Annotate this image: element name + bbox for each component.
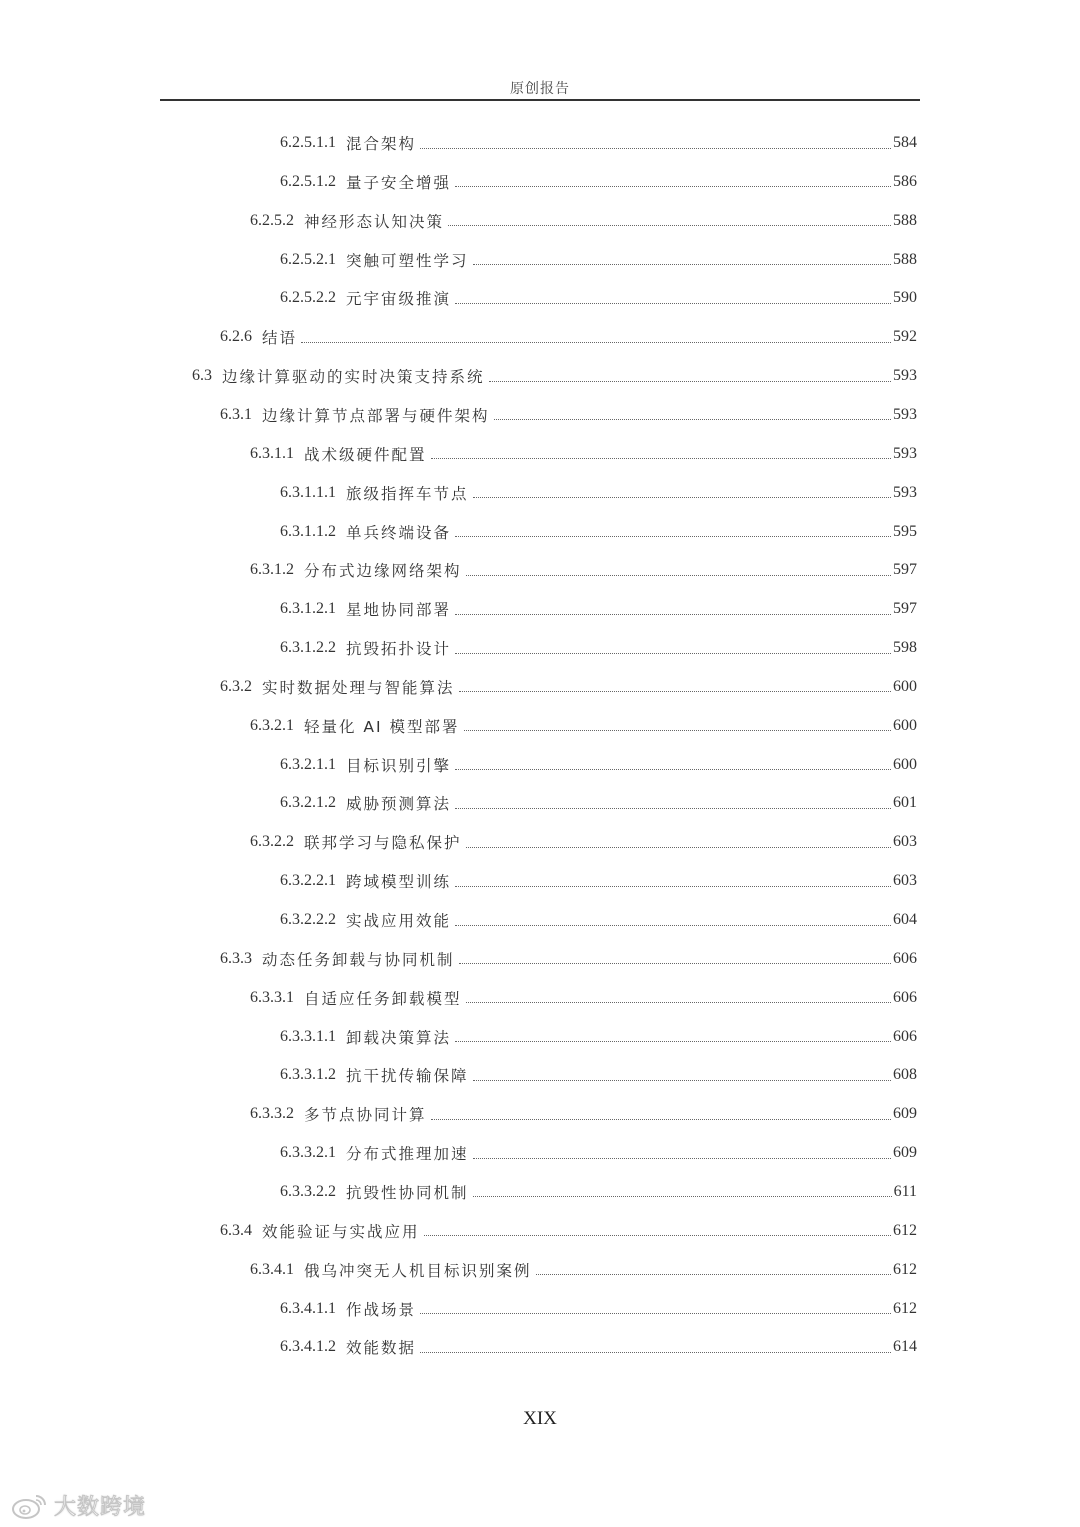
toc-entry[interactable]	[250, 202, 917, 240]
toc-entry-title: 自适应任务卸载模型	[304, 989, 462, 1008]
toc-leader-dots	[455, 653, 891, 654]
toc-entry[interactable]	[280, 629, 917, 667]
toc-entry-title: 卸载决策算法	[346, 1028, 452, 1047]
toc-entry-number: 6.2.5.2.1	[280, 250, 336, 268]
toc-entry-number: 6.3.1.2.1	[280, 600, 336, 618]
toc-entry-page: 600	[893, 677, 917, 695]
toc-entry[interactable]	[280, 513, 917, 551]
toc-entry-title: 神经形态认知决策	[304, 212, 445, 231]
toc-leader-dots	[494, 419, 891, 420]
toc-entry[interactable]	[250, 551, 917, 589]
toc-entry-title: 作战场景	[346, 1300, 417, 1319]
toc-entry-title: 战术级硬件配置	[304, 445, 427, 464]
toc-entry-page: 606	[893, 1027, 917, 1045]
toc-entry[interactable]	[280, 1134, 917, 1172]
toc-entry-page: 608	[893, 1066, 917, 1084]
toc-leader-dots	[473, 1158, 891, 1159]
toc-entry-number: 6.2.5.2	[250, 211, 294, 229]
toc-entry-page: 604	[893, 911, 917, 928]
toc-entry-title: 跨域模型训练	[346, 873, 452, 892]
toc-leader-dots	[473, 1196, 892, 1197]
toc-entry-page: 593	[893, 405, 917, 423]
toc-entry-page: 614	[893, 1338, 917, 1356]
toc-entry-page: 609	[893, 1144, 917, 1162]
toc-leader-dots	[489, 381, 891, 382]
toc-leader-dots	[473, 497, 891, 498]
toc-leader-dots	[536, 1274, 891, 1275]
toc-entry-number: 6.3.2.2.1	[280, 872, 336, 890]
toc-entry-page: 588	[893, 250, 917, 268]
toc-leader-dots	[420, 1352, 891, 1353]
toc-entry-title: 突触可塑性学习	[346, 251, 469, 270]
toc-entry-number: 6.3.3.1.2	[280, 1066, 336, 1084]
toc-entry-title: 结语	[262, 329, 298, 348]
toc-entry-title: 混合架构	[346, 135, 417, 153]
toc-leader-dots	[455, 925, 891, 926]
toc-entry-number: 6.3.1.2.2	[280, 639, 336, 657]
toc-entry-title: 边缘计算驱动的实时决策支持系统	[222, 368, 485, 387]
toc-leader-dots	[455, 186, 891, 187]
toc-entry[interactable]	[280, 746, 917, 784]
toc-leader-dots	[455, 769, 891, 770]
toc-entry-number: 6.3.1.2	[250, 561, 294, 579]
toc-entry[interactable]	[280, 784, 917, 822]
toc-leader-dots	[420, 1313, 891, 1314]
toc-entry-title: 抗毁性协同机制	[346, 1183, 469, 1202]
toc-entry[interactable]	[280, 279, 917, 317]
toc-entry[interactable]	[250, 1251, 917, 1289]
toc-leader-dots	[431, 1119, 891, 1120]
toc-entry[interactable]	[250, 823, 917, 861]
toc-entry-page: 612	[893, 1221, 917, 1239]
toc-entry-number: 6.3.3.1	[250, 988, 294, 1006]
toc-entry-number: 6.3.1	[220, 405, 252, 423]
toc-leader-dots	[455, 1041, 891, 1042]
toc-entry-page: 606	[893, 949, 917, 967]
toc-entry-number: 6.3.4.1.1	[280, 1299, 336, 1317]
toc-entry-page: 593	[893, 444, 917, 462]
toc-entry-title: 元宇宙级推演	[346, 290, 452, 309]
toc-entry-number: 6.3.3.2.2	[280, 1182, 336, 1200]
toc-entry-number: 6.3.1.1	[250, 444, 294, 462]
toc-entry[interactable]	[280, 1290, 917, 1328]
toc-entry-page: 603	[893, 833, 917, 851]
toc-entry-page: 590	[893, 289, 917, 307]
toc-entry-page: 597	[893, 600, 917, 618]
toc-entry-title: 抗毁拓扑设计	[346, 640, 452, 659]
toc-entry[interactable]	[280, 1056, 917, 1094]
header-rule	[160, 99, 920, 101]
toc-entry-number: 6.3.2.2	[250, 833, 294, 851]
toc-leader-dots	[301, 342, 891, 343]
toc-entry-title: 边缘计算节点部署与硬件架构	[262, 406, 490, 425]
toc-entry-page: 609	[893, 1105, 917, 1123]
toc-entry-title: 旅级指挥车节点	[346, 484, 469, 503]
toc-entry[interactable]	[192, 357, 917, 395]
toc-entry-number: 6.2.5.1.1	[280, 134, 336, 151]
toc-leader-dots	[455, 808, 891, 809]
toc-entry-page: 600	[893, 716, 917, 734]
toc-entry-title: 威胁预测算法	[346, 795, 452, 814]
toc-entry-title: 实战应用效能	[346, 912, 452, 930]
toc-entry[interactable]	[250, 707, 917, 745]
toc-entry-number: 6.3.2	[220, 677, 252, 695]
toc-entry-page: 600	[893, 755, 917, 773]
toc-entry-title: 多节点协同计算	[304, 1106, 427, 1125]
toc-entry-number: 6.3.4.1.2	[280, 1338, 336, 1356]
toc-entry-number: 6.3.3	[220, 949, 252, 967]
toc-entry[interactable]	[220, 318, 917, 356]
toc-entry[interactable]	[280, 862, 917, 900]
toc-entry[interactable]	[250, 1095, 917, 1133]
toc-leader-dots	[455, 303, 891, 304]
toc-entry-page: 593	[893, 483, 917, 501]
toc-entry-page: 598	[893, 639, 917, 657]
toc-leader-dots	[455, 536, 891, 537]
toc-entry-number: 6.2.5.1.2	[280, 172, 336, 190]
toc-entry-page: 612	[893, 1299, 917, 1317]
toc-entry-title: 俄乌冲突无人机目标识别案例	[304, 1261, 532, 1280]
toc-leader-dots	[448, 225, 891, 226]
toc-entry-page: 586	[893, 172, 917, 190]
toc-leader-dots	[424, 1235, 891, 1236]
toc-leader-dots	[466, 1002, 891, 1003]
toc-entry-title: 实时数据处理与智能算法	[262, 678, 455, 697]
toc-entry-number: 6.3.3.1.1	[280, 1027, 336, 1045]
header-title: 原创报告	[510, 81, 570, 97]
toc-entry-page: 606	[893, 988, 917, 1006]
toc-entry-number: 6.3.2.1.1	[280, 755, 336, 773]
toc-entry-page: 593	[893, 367, 917, 385]
toc-entry[interactable]	[250, 435, 917, 473]
toc-entry-number: 6.3.3.2.1	[280, 1144, 336, 1162]
toc-entry[interactable]	[280, 901, 917, 939]
page-number: XIX	[523, 1408, 557, 1429]
toc-entry-page: 595	[893, 522, 917, 540]
toc-entry[interactable]	[250, 979, 917, 1017]
toc-entry[interactable]	[280, 590, 917, 628]
toc-leader-dots	[420, 148, 891, 149]
toc-leader-dots	[431, 458, 891, 459]
toc-entry-page: 601	[893, 794, 917, 812]
toc-entry-page: 597	[893, 561, 917, 579]
toc-entry[interactable]	[220, 940, 917, 978]
toc-entry[interactable]	[220, 1212, 917, 1250]
toc-entry-title: 效能数据	[346, 1339, 417, 1358]
toc-entry-title: 抗干扰传输保障	[346, 1067, 469, 1086]
toc-entry-page: 588	[893, 211, 917, 229]
toc-entry-number: 6.3	[192, 367, 212, 385]
toc-leader-dots	[466, 575, 891, 576]
toc-entry-number: 6.2.5.2.2	[280, 289, 336, 307]
toc-entry-page: 592	[893, 328, 917, 346]
watermark-text: 大数跨境	[54, 1495, 147, 1520]
toc-entry-title: 量子安全增强	[346, 173, 452, 192]
watermark	[10, 1490, 146, 1521]
toc-entry-title: 联邦学习与隐私保护	[304, 834, 462, 853]
toc-entry[interactable]	[280, 163, 917, 201]
toc-entry[interactable]	[280, 474, 917, 512]
toc-entry[interactable]	[280, 124, 917, 162]
toc-entry-number: 6.3.2.2.2	[280, 911, 336, 928]
toc-entry-number: 6.3.2.1.2	[280, 794, 336, 812]
toc-entry[interactable]	[280, 1328, 917, 1366]
toc-leader-dots	[473, 1080, 891, 1081]
toc-entry-page: 584	[893, 134, 917, 151]
toc-entry[interactable]	[220, 668, 917, 706]
toc-entry-number: 6.3.3.2	[250, 1105, 294, 1123]
toc-entry-number: 6.3.1.1.2	[280, 522, 336, 540]
toc-entry-title: 效能验证与实战应用	[262, 1222, 420, 1241]
weibo-logo-icon	[10, 1491, 48, 1521]
toc-entry-number: 6.3.4	[220, 1221, 252, 1239]
toc-leader-dots	[459, 691, 891, 692]
toc-entry[interactable]	[280, 1173, 917, 1211]
toc-leader-dots	[466, 847, 891, 848]
toc-leader-dots	[459, 963, 891, 964]
toc-entry-title: 动态任务卸载与协同机制	[262, 950, 455, 969]
toc-entry-title: 星地协同部署	[346, 601, 452, 620]
toc-entry-title: 轻量化 AI 模型部署	[304, 717, 460, 736]
toc-leader-dots	[473, 264, 891, 265]
toc-entry-title: 分布式边缘网络架构	[304, 562, 462, 581]
toc-entry-page: 612	[893, 1260, 917, 1278]
toc-entry-title: 目标识别引擎	[346, 756, 452, 775]
toc-entry-number: 6.3.4.1	[250, 1260, 294, 1278]
toc-leader-dots	[455, 886, 891, 887]
toc-entry-number: 6.3.1.1.1	[280, 483, 336, 501]
toc-leader-dots	[455, 614, 891, 615]
toc-entry[interactable]	[220, 396, 917, 434]
toc-entry-number: 6.2.6	[220, 328, 252, 346]
toc-entry-title: 分布式推理加速	[346, 1145, 469, 1164]
toc-entry-page: 603	[893, 872, 917, 890]
toc-entry[interactable]	[280, 241, 917, 279]
toc-entry-page: 611	[893, 1182, 917, 1200]
toc-entry-title: 单兵终端设备	[346, 523, 452, 542]
toc-leader-dots	[464, 730, 891, 731]
toc-entry-number: 6.3.2.1	[250, 716, 294, 734]
toc-entry[interactable]	[280, 1018, 917, 1056]
